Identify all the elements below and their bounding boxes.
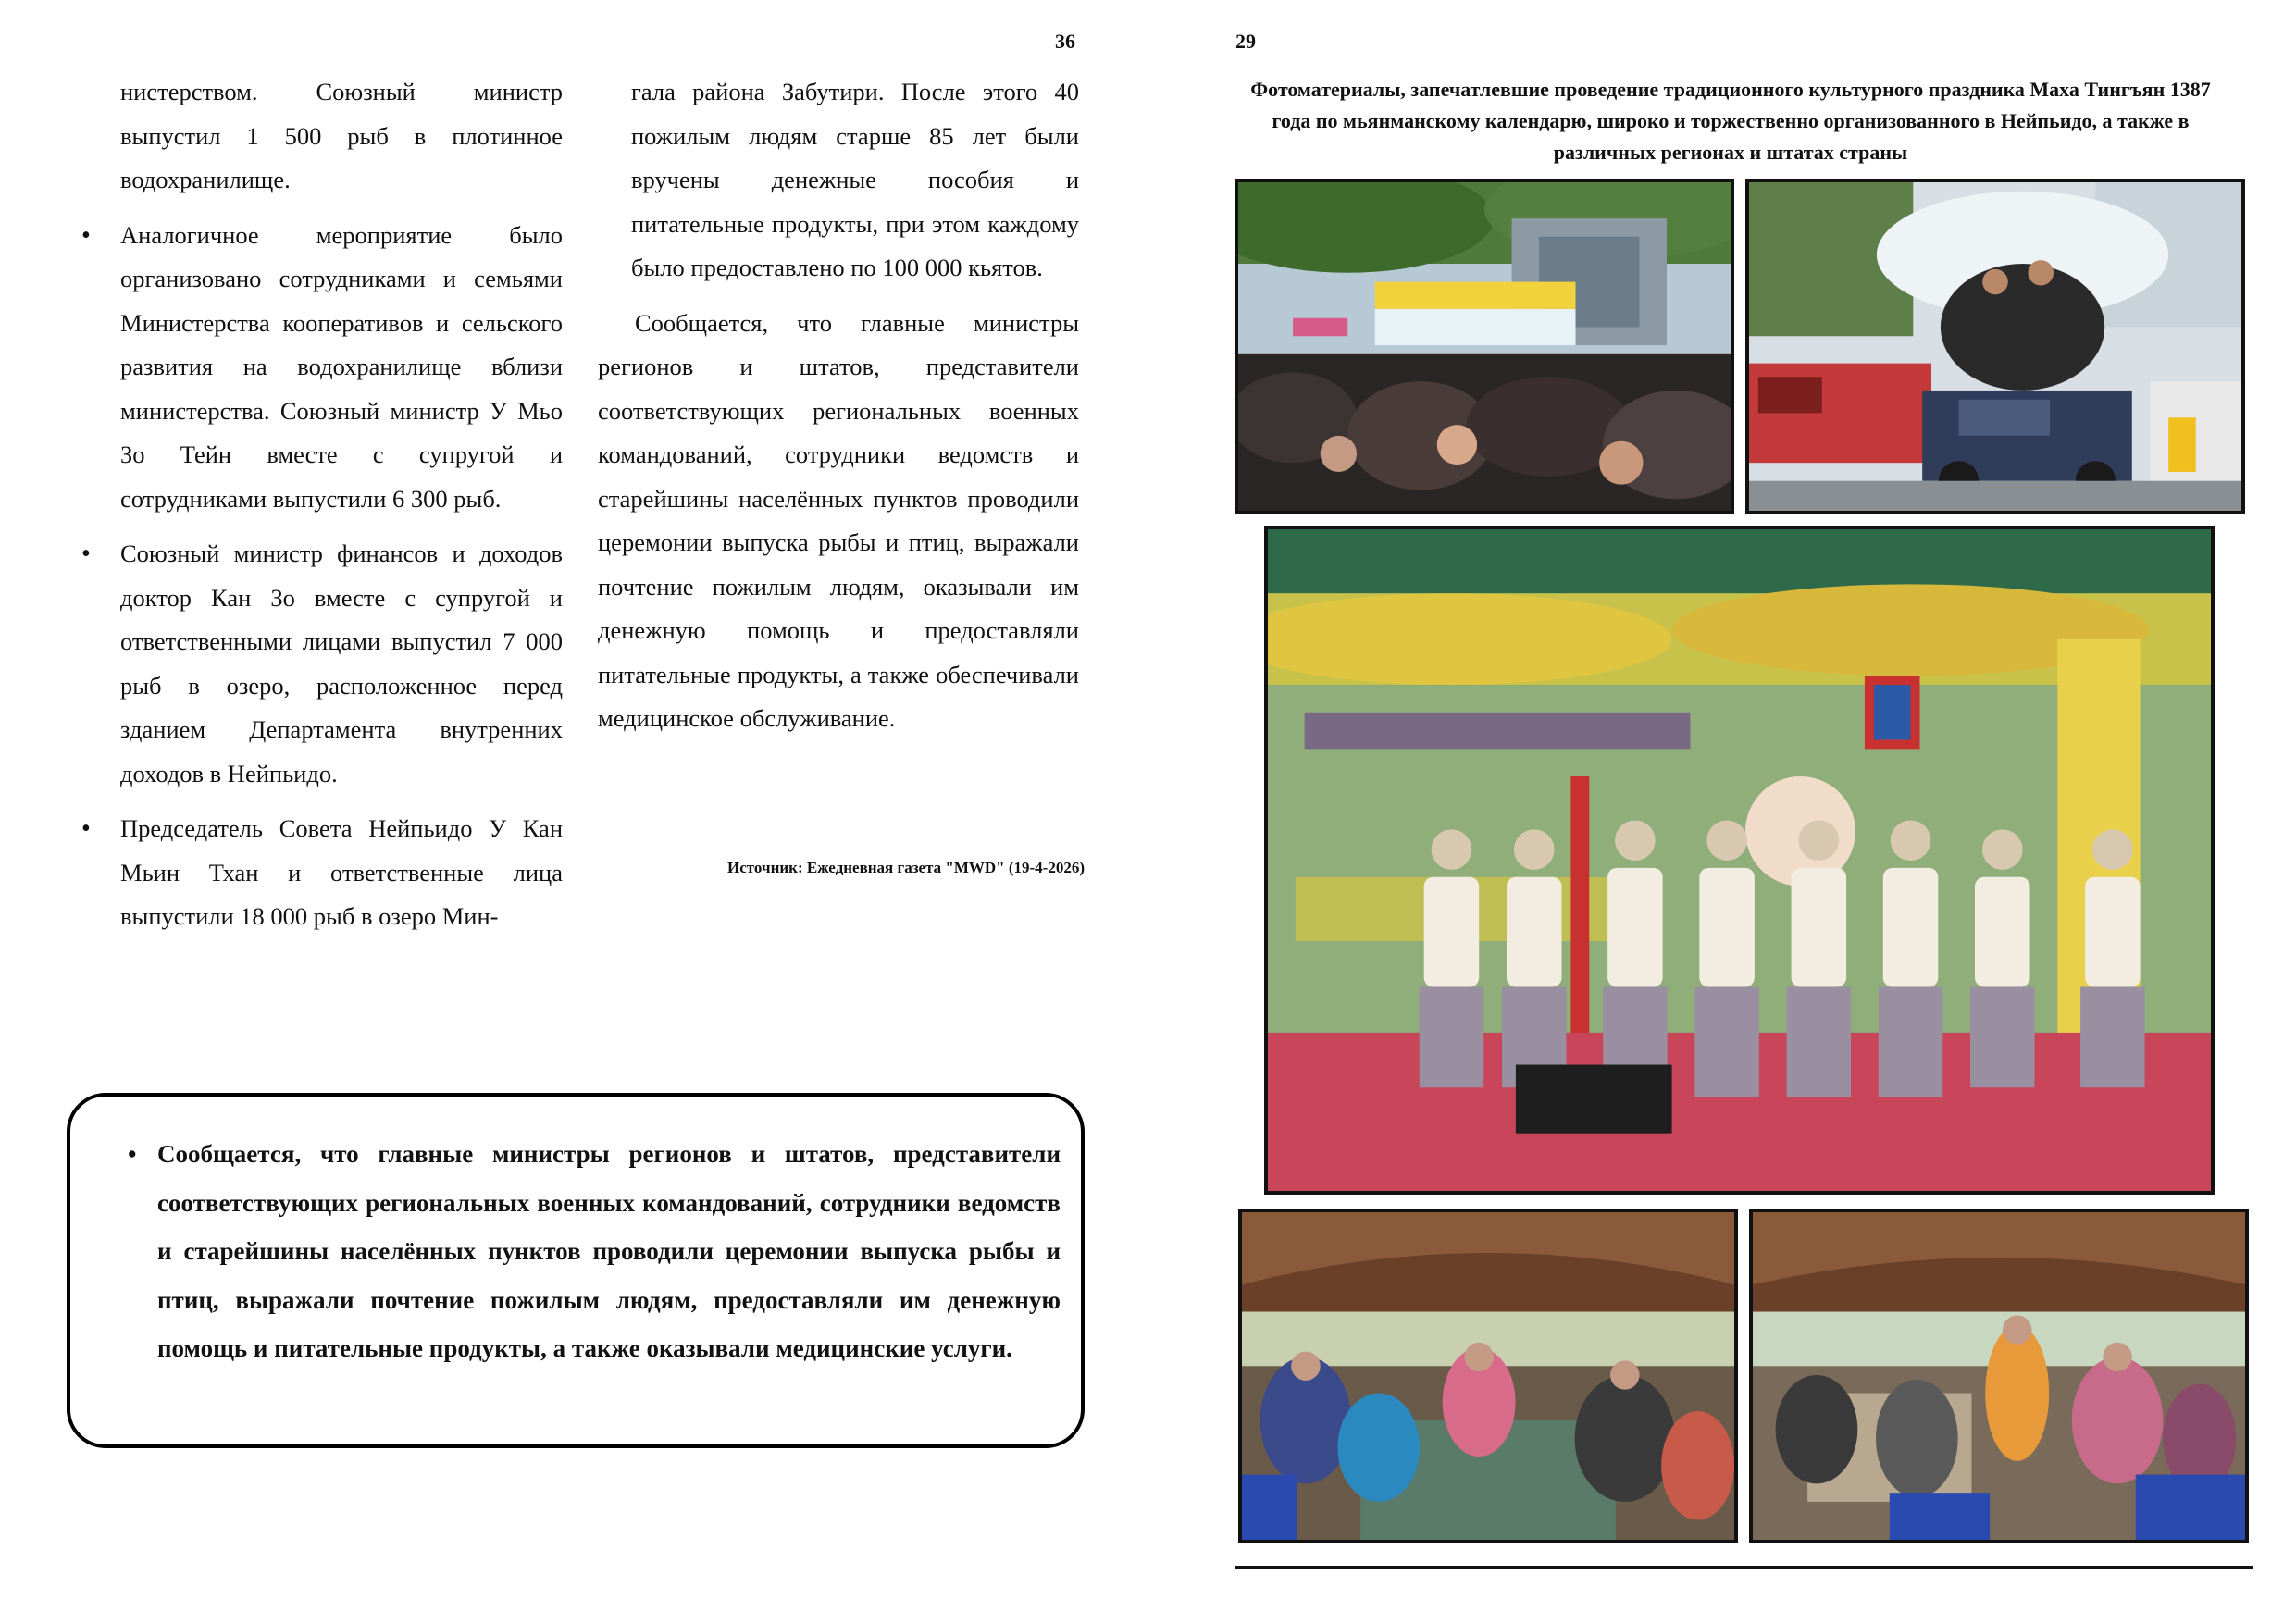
paragraph-continuation: гала района Забутири. После этого 40 пожилым людям старше 85 лет были вручены денежные пособия и питательные продукты, при этом каждому было предоставлено по 100 000 кьятов. xyxy=(631,78,1079,281)
photo-water-festival-trucks xyxy=(1745,179,2245,514)
bullet-item: • Аналогичное мероприятие было организовано сотрудниками и семьями Министерства кооперативов и сельского развития на водохранилище вблизи министерства. Союзный министр У Мьо Зо Тейн вместе с супругой и сотрудниками выпустили 6 300 рыб. xyxy=(81,214,563,522)
photo-elders-dining-1 xyxy=(1238,1209,1738,1543)
photo-festival-crowd xyxy=(1235,179,1734,514)
bullet-list xyxy=(81,214,563,939)
photo-caption: Фотоматериалы, запечатлевшие проведение традиционного культурного праздника Маха Тингъян 1387 года по мьянманскому календарю, широко и торжественно организованного в Нейпьидо, а также в различных регионах и штатах страны xyxy=(1250,78,2211,164)
bullet-item: • Союзный министр финансов и доходов доктор Кан Зо вместе с супругой и ответственными лицами выпустил 7 000 рыб в озеро, расположенное перед зданием Департамента внутренних доходов в Нейпьидо. xyxy=(81,532,563,796)
page-number-right: 29 xyxy=(1235,30,1256,53)
photo-stage-dance xyxy=(1264,526,2215,1195)
source-citation: Источник: Ежедневная газета "MWD" (19-4-2026) xyxy=(727,859,1085,876)
bottom-rule xyxy=(1235,1566,2253,1569)
photo-elders-dining-2 xyxy=(1749,1209,2249,1543)
right-page xyxy=(1148,0,2296,1624)
text-column-right xyxy=(598,70,1079,741)
page-number-left: 36 xyxy=(1055,30,1075,53)
summary-box xyxy=(67,1093,1085,1448)
text-column-left xyxy=(81,70,563,950)
summary-text: • Сообщается, что главные министры регионов и штатов, представители соответствующих региональных военных командований, сотрудники ведомств и старейшины населённых пунктов проводили церемонии выпуска рыбы и птиц, выражали почтение пожилым людям, предоставляли им денежную помощь и питательные продукты, а также оказывали медицинские услуги. xyxy=(128,1130,1061,1373)
bullet-item: • Председатель Совета Нейпьидо У Кан Мьин Тхан и ответственные лица выпустили 18 000 рыб в озеро Мин- xyxy=(81,807,563,939)
paragraph-main: Сообщается, что главные министры регионов и штатов, представители соответствующих региональных военных командований, сотрудники ведомств и старейшины населённых пунктов проводили церемонии выпуска рыбы и птиц, выражали почтение пожилым людям, оказывали им денежную помощь и предоставляли питательные продукты, а также обеспечивали медицинское обслуживание. xyxy=(598,308,1079,732)
paragraph-continuation: нистерством. Союзный министр выпустил 1 500 рыб в плотинное водохранилище. xyxy=(120,78,563,193)
